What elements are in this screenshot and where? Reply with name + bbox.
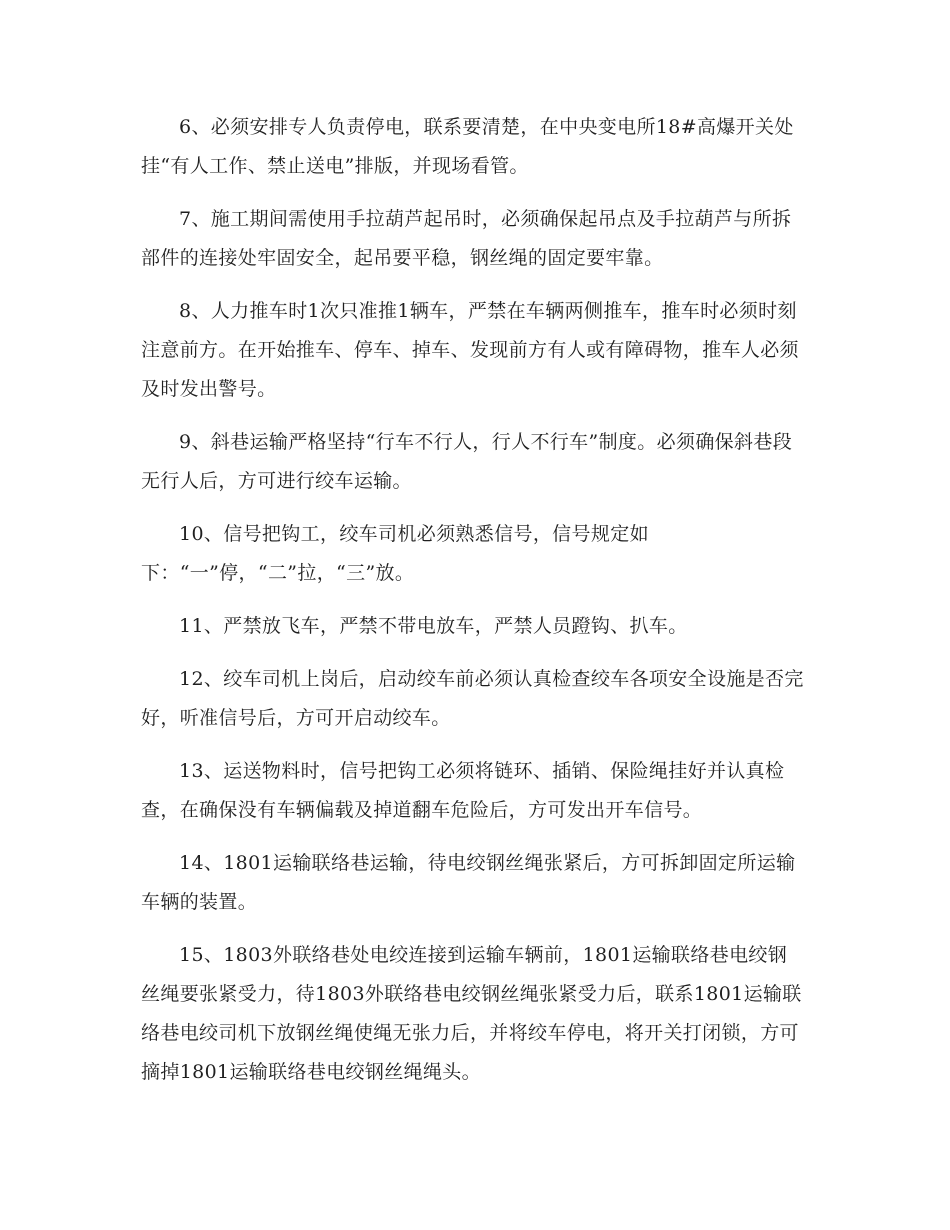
paragraph-11: 11、严禁放飞车，严禁不带电放车，严禁人员蹬钩、扒车。 — [179, 615, 688, 637]
document-body — [141, 108, 806, 1106]
paragraph-6: 6、必须安排专人负责停电，联系要清楚，在中央变电所18#高爆开关处挂“有人工作、禁止送电”排版，并现场看管。 — [141, 116, 794, 177]
paragraph-7: 7、施工期间需使用手拉葫芦起吊时，必须确保起吊点及手拉葫芦与所拆部件的连接处牢固安全，起吊要平稳，钢丝绳的固定要牢靠。 — [141, 208, 792, 269]
paragraph-13: 13、运送物料时，信号把钩工必须将链环、插销、保险绳挂好并认真检查，在确保没有车辆偏载及掉道翻车危险后，方可发出开车信号。 — [141, 760, 785, 821]
paragraph-12: 12、绞车司机上岗后，启动绞车前必须认真检查绞车各项安全设施是否完好，听准信号后，方可开启动绞车。 — [141, 668, 804, 729]
paragraph-15: 15、1803外联络巷处电绞连接到运输车辆前，1801运输联络巷电绞钢丝绳要张紧受力，待1803外联络巷电绞钢丝绳张紧受力后，联系1801运输联络巷电绞司机下放钢丝绳使绳无张力后，并将绞车停电，将开关打闭锁，方可摘掉1801运输联络巷电绞钢丝绳绳头。 — [141, 944, 802, 1083]
paragraph-10: 10、信号把钩工，绞车司机必须熟悉信号，信号规定如下：“一”停，“二”拉，“三”放。 — [141, 523, 649, 584]
paragraph-14: 14、1801运输联络巷运输，待电绞钢丝绳张紧后，方可拆卸固定所运输车辆的装置。 — [141, 852, 796, 913]
paragraph-8: 8、人力推车时1次只准推1辆车，严禁在车辆两侧推车，推车时必须时刻注意前方。在开始推车、停车、掉车、发现前方有人或有障碍物，推车人必须及时发出警号。 — [141, 300, 799, 400]
paragraph-9: 9、斜巷运输严格坚持“行车不行人，行人不行车”制度。必须确保斜巷段无行人后，方可进行绞车运输。 — [141, 431, 793, 492]
